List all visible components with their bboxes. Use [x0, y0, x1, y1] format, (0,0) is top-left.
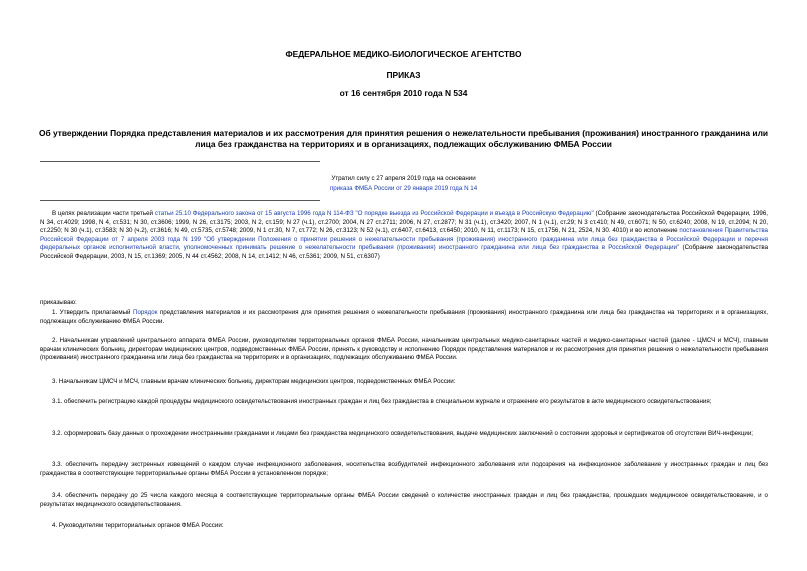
intro-text-1: В целях реализации части третьей [52, 210, 155, 217]
orders-word: приказываю: [40, 299, 77, 306]
government-decree-link[interactable]: постановления Правительства Российской Федерации от 7 апреля 2003 года N 199 "Об утверждении Положения о принятии решения о нежелательности пребывания (проживания) иностранного гражданина или лица без гражданства в Российской Федерации и перечня федеральных органов исполнительной власти, уполномоченных принимать решение о нежелательности пребывания (проживания) иностранного гражданина или лица без гражданства в Российской Федерации" [40, 227, 768, 252]
federal-law-link[interactable]: статьи 25.10 Федерального закона от 15 августа 1996 года N 114-ФЗ "О порядке выезда из Российской Федерации и въезда в Российскую Федерацию" [154, 210, 594, 217]
p1-text-1: 1. Утвердить прилагаемый [52, 309, 134, 316]
divider-top [40, 161, 320, 162]
intro-text-3: (Собрание законодательства Российской Федерации, 2003, N 15, ст.1369; 2005, N 44 ст.4562; 2008, N 14, ст.1412; N 46, ст.5361; 2009, N 51, ст.6307) [40, 244, 769, 260]
basis-link[interactable]: приказа ФМБА России от 29 января 2019 года N 14 [329, 185, 478, 192]
paragraph-3: 3. Начальникам ЦМСЧ и МСЧ, главным врачам клинических больниц, директорам медицинских центров, подведомственных ФМБА России: [52, 378, 456, 385]
paragraph-1 [40, 309, 768, 326]
paragraph-4: 4. Руководителям территориальных органов ФМБА России: [52, 522, 224, 529]
paragraph-2: 2. Начальникам управлений центрального аппарата ФМБА России, руководителям территориальных органов ФМБА России, начальникам центральных медико-санитарных частей и медико-санитарных частей (далее - ЦМСЧ и МСЧ), главным врачам клинических больниц, директорам медицинских центров, подведомственных ФМБА России, принять к руководству и исполнению Порядок представления материалов и их рассмотрения для принятия решения о нежелательности пребывания (проживания) иностранного гражданина или лица без гражданства на территориях и в организациях, подлежащих обслуживанию ФМБА России. [40, 337, 768, 362]
paragraph-3-4: 3.4. обеспечить передачу до 25 числа каждого месяца в соответствующие территориальные органы ФМБА России сведений о количестве иностранных граждан и лиц без гражданства, прошедших медицинское освидетельствование, и о результатах медицинского освидетельствования. [40, 492, 768, 508]
status-note [0, 174, 807, 194]
procedure-link[interactable]: Порядок [133, 309, 158, 316]
agency-heading: ФЕДЕРАЛЬНОЕ МЕДИКО-БИОЛОГИЧЕСКОЕ АГЕНТСТВО [285, 49, 522, 59]
paragraph-3-3: 3.3. обеспечить передачу экстренных извещений о каждом случае инфекционного заболевания, носительства возбудителей инфекционного заболевания или подозрения на инфекционное заболевание у иностранных граждан и лиц без гражданства в соответствующие территориальные органы ФМБА России в установленном порядке; [40, 461, 768, 477]
document-title: Об утверждении Порядка представления материалов и их рассмотрения для принятия решения о нежелательности пребывания (проживания) иностранного гражданина или лица без гражданства на территориях и в организациях, подлежащих обслуживанию ФМБА России [38, 128, 769, 149]
paragraph-3-1: 3.1. обеспечить регистрацию каждой процедуры медицинского освидетельствования иностранных граждан и лиц без гражданства в специальном журнале и отражение его результатов в акте медицинского освидетельствования; [52, 398, 712, 405]
intro-paragraph [40, 210, 768, 262]
order-heading: ПРИКАЗ [386, 70, 421, 80]
p1-text-2: представления материалов и их рассмотрения для принятия решения о нежелательности пребывания (проживания) иностранного гражданина или лица без гражданства на территориях и в организациях, подлежащих обслуживанию ФМБА России. [40, 309, 769, 325]
order-date: от 16 сентября 2010 года N 534 [339, 88, 468, 98]
divider-bottom [40, 200, 320, 201]
paragraph-3-2: 3.2. сформировать базу данных о прохождении иностранными гражданами и лицами без гражданства медицинского освидетельствования, выдаче медицинских заключений о состоянии здоровья и сертификатов об отсутствии ВИЧ-инфекции; [52, 430, 753, 437]
lost-force-text: Утратил силу с 27 апреля 2019 года на основании [331, 175, 476, 182]
intro-text-2: (Собрание законодательства Российской Федерации, 1996, N 34, ст.4029; 1998, N 4, ст.531; N 30, ст.3606; 1999, N 26, ст.3175; 2003, N 2, ст.159; N 27 (ч.1), ст.2700; 2004, N 27 ст.2711; 2006, N 27, ст.2877; N 31 (ч.1), ст.3420; 2007, N 1 (ч.1), ст.29; N 3 ст.410; N 49, ст.6071; N 50, ст.6240; 2008, N 19, ст.2094; N 20, ст.2250; N 30 (ч.1), ст.3583; N 30 (ч.2), ст.3616; N 49, ст.5735, ст.5748; 2009, N 1 ст.30, N 7, ст.772; N 26, ст.3123; N 52 (ч.1), ст.6407, ст.6413, ст.6450; 2010, N 11, ст.1173; N 15, ст.1756, N 21, 2524, N 30. 4010) и во исполнение [40, 210, 768, 235]
